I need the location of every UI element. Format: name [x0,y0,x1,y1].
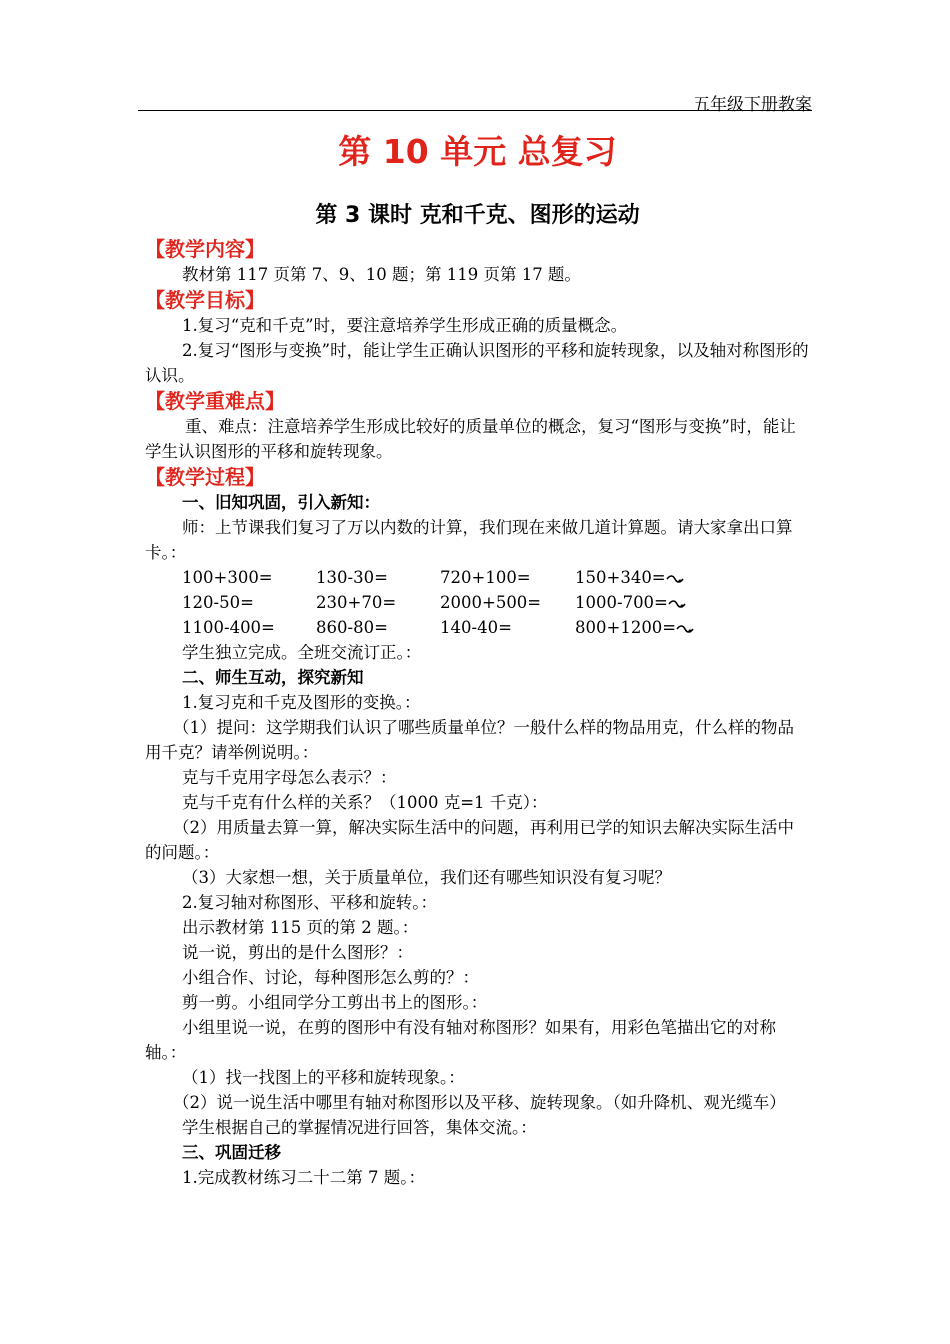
step2-question: （3）大家想一想，关于质量单位，我们还有哪些知识没有复习呢？ [182,868,671,887]
calc-item-with-mark [575,590,686,615]
calc-item-with-mark [575,615,694,640]
step3-heading: 三、巩固迁移 [182,1143,281,1162]
step3-item: 1.完成教材练习二十二第 7 题。： [182,1168,425,1187]
step2-item: 1.复习克和千克及图形的变换。： [182,693,421,712]
step2-line: （1）找一找图上的平移和旋转现象。： [182,1068,465,1087]
section-heading-goals: 【教学目标】 [145,288,265,312]
decorative-mark-icon [668,599,686,609]
calc-item: 130-30= [316,568,388,587]
goal-item: 1.复习“克和千克”时，要注意培养学生形成正确的质量概念。 [182,316,628,335]
calc-item: 2000+500= [440,593,542,612]
header-rule [138,110,812,111]
step2-question: （1）提问：这学期我们认识了哪些质量单位？一般什么样的物品用克，什么样的物品用千克？请举例说明。： [145,718,794,762]
step2-question: 克与千克有什么样的关系？（1000 克=1 千克）： [182,793,548,812]
calc-item: 1100-400= [182,618,275,637]
step2-line: （2）说一说生活中哪里有轴对称图形以及平移、旋转现象。（如升降机、观光缆车） [173,1093,786,1112]
calc-row [145,590,810,615]
goal-item: 2.复习“图形与变换”时，能让学生正确认识图形的平移和旋转现象，以及轴对称图形的认识。 [145,341,809,385]
decorative-mark-icon [666,574,684,584]
section-heading-keypoints: 【教学重难点】 [145,389,285,413]
calc-item: 140-40= [440,618,512,637]
step2-heading: 二、师生互动，探究新知 [182,668,364,687]
decorative-mark-icon [676,624,694,634]
section-heading-content: 【教学内容】 [145,237,265,261]
step2-line: 说一说，剪出的是什么图形？： [182,943,413,962]
step2-question: （2）用质量去算一算，解决实际生活中的问题，再利用已学的知识去解决实际生活中的问题。： [145,818,794,862]
calc-item: 100+300= [182,568,273,587]
calc-item-with-mark [575,565,684,590]
calc-row [145,615,810,640]
lesson-title: 第 3 课时 克和千克、图形的运动 [315,203,640,228]
step2-item: 2.复习轴对称图形、平移和旋转。： [182,893,437,912]
unit-title: 第 10 单元 总复习 [338,132,617,171]
calc-item: 1000-700= [575,593,668,612]
calc-item: 230+70= [316,593,397,612]
step1-heading: 一、旧知巩固，引入新知： [182,493,380,512]
calc-row [145,565,810,590]
step2-line: 剪一剪。小组同学分工剪出书上的图形。： [182,993,488,1012]
keypoints-text: 重、难点：注意培养学生形成比较好的质量单位的概念，复习“图形与变换”时，能让学生认识图形的平移和旋转现象。 [145,417,796,461]
header-label: 五年级下册教案 [693,95,812,115]
section-heading-process: 【教学过程】 [145,465,265,489]
step2-question: 克与千克用字母怎么表示？： [182,768,397,787]
calc-item: 800+1200= [575,618,677,637]
step1-after: 学生独立完成。全班交流订正。： [182,643,422,662]
calc-item: 120-50= [182,593,254,612]
step2-line: 出示教材第 115 页的第 2 题。： [182,918,419,937]
calc-item: 860-80= [316,618,388,637]
calc-item: 720+100= [440,568,531,587]
step2-line: 学生根据自己的掌握情况进行回答，集体交流。： [182,1118,537,1137]
calc-item: 150+340= [575,568,666,587]
step1-intro: 师：上节课我们复习了万以内数的计算，我们现在来做几道计算题。请大家拿出口算卡。： [145,518,793,562]
document-body [145,120,810,1190]
step2-line: 小组里说一说，在剪的图形中有没有轴对称图形？如果有，用彩色笔描出它的对称轴。： [145,1018,776,1062]
step2-line: 小组合作、讨论，每种图形怎么剪的？： [182,968,479,987]
content-text: 教材第 117 页第 7、9、10 题；第 119 页第 17 题。 [182,265,581,284]
